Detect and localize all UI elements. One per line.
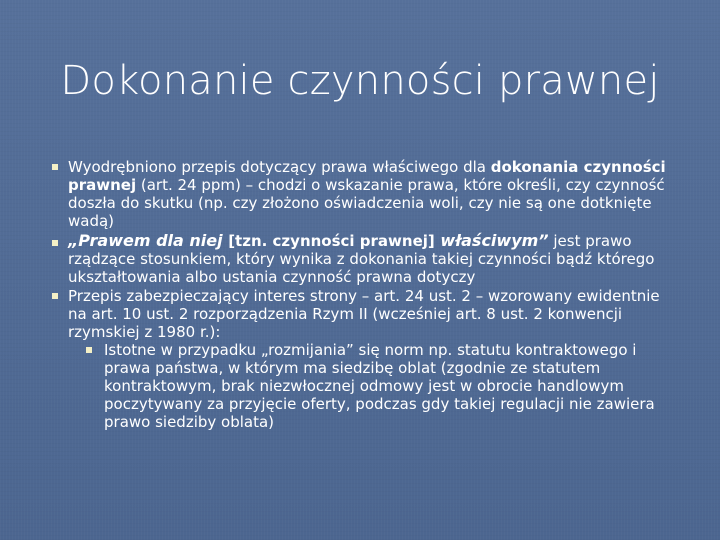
bullet-1-text-bold: dokonania czynności prawnej xyxy=(68,158,666,194)
bullet-item-1 xyxy=(52,158,680,230)
bullet-1-text-a: Wyodrębniono przepis dotyczący prawa właściwego dla xyxy=(68,158,491,176)
square-bullet-icon xyxy=(52,240,58,246)
bullet-item-3 xyxy=(52,287,680,341)
square-bullet-icon xyxy=(52,164,58,170)
sub-bullet-1-text: Istotne w przypadku „rozmijania” się norm np. statutu kontraktowego i prawa państwa, w którym ma siedzibę oblat (zgodnie ze statutem kontraktowym, brak niezwłocznej odmowy jest w obrocie handlowym poczytywany za przyjęcie oferty, podczas gdy takiej regulacji nie zawiera prawo siedziby oblata) xyxy=(104,341,655,431)
sub-bullet-item-1 xyxy=(86,341,680,431)
bullet-2-text-b: [tzn. czynności prawnej] xyxy=(228,232,435,250)
bullet-item-2 xyxy=(52,232,680,286)
slide-title: Dokonanie czynności prawnej xyxy=(60,58,660,104)
square-bullet-icon xyxy=(86,347,92,353)
bullet-1-text-b: (art. 24 ppm) – chodzi o wskazanie prawa, które określi, czy czynność doszła do skutku (np. czy złożono oświadczenia woli, czy nie są one dotknięte wadą) xyxy=(68,176,665,230)
square-bullet-icon xyxy=(52,293,58,299)
bullet-2-text-d: jest prawo rządzące stosunkiem, który wynika z dokonania takiej czynności bądź którego ukształtowania albo ustania czynność prawna dotyczy xyxy=(68,232,655,286)
bullet-3-text: Przepis zabezpieczający interes strony – art. 24 ust. 2 – wzorowany ewidentnie na art. 10 ust. 2 rozporządzenia Rzym II (wcześniej art. 8 ust. 2 konwencji rzymskiej z 1980 r.): xyxy=(68,287,660,341)
bullet-2-text-a: „Prawem dla niej xyxy=(68,231,229,250)
bullet-2-text-c: właściwym” xyxy=(434,231,549,250)
slide-body xyxy=(52,158,680,431)
